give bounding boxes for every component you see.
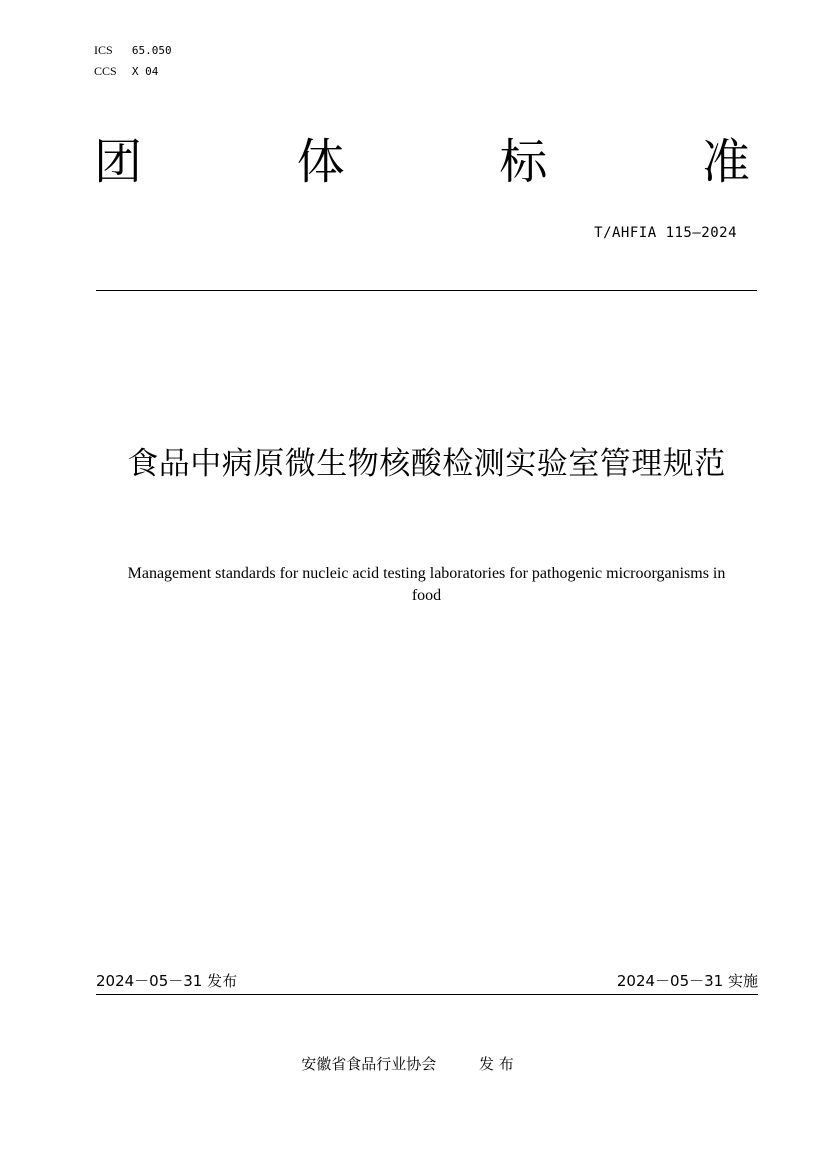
ics-line	[94, 40, 172, 61]
publish-action: 发 布	[479, 1055, 514, 1073]
english-title: Management standards for nucleic acid testing laboratories for pathogenic microorganisms in food	[127, 565, 726, 604]
publisher-name: 安徽省食品行业协会	[301, 1055, 437, 1073]
dates-row	[96, 970, 758, 992]
bottom-divider	[96, 994, 758, 995]
publisher-line	[0, 1052, 815, 1076]
classification-codes	[94, 40, 172, 82]
doc-type-char-3: 标	[499, 134, 548, 190]
top-divider	[96, 290, 757, 291]
ccs-label: CCS	[94, 64, 117, 78]
issue-date: 2024－05－31 发布	[96, 972, 238, 990]
doc-type-char-1: 团	[94, 134, 143, 190]
document-type-heading	[94, 134, 750, 190]
doc-type-char-2: 体	[296, 134, 345, 190]
chinese-title: 食品中病原微生物核酸检测实验室管理规范	[127, 446, 726, 482]
implementation-date: 2024－05－31 实施	[616, 972, 758, 990]
doc-type-char-4: 准	[701, 134, 750, 190]
standard-number: T/AHFIA 115—2024	[594, 225, 737, 241]
ics-label: ICS	[94, 43, 113, 57]
ccs-value: X 04	[131, 65, 159, 78]
ics-value: 65.050	[131, 44, 172, 57]
ccs-line	[94, 61, 172, 82]
